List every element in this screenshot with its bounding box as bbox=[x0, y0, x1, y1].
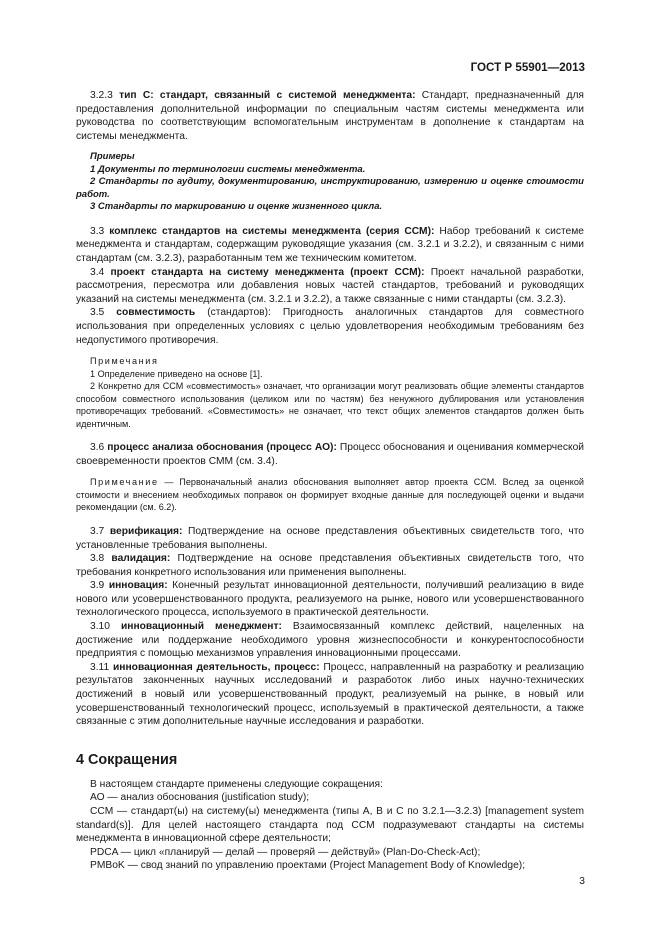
term-title: проект стандарта на систему менеджмента (проект ССМ): bbox=[110, 266, 425, 278]
term-definition: : Пригодность аналогичных стандартов для совместного использования при определенных условиях с целью удовлетворения необходимым требованиям без недопустимого противоречия. bbox=[76, 307, 585, 346]
page-number: 3 bbox=[579, 876, 585, 887]
section-title: 4 Сокращения bbox=[76, 751, 178, 768]
term-3-5 bbox=[76, 306, 584, 347]
note-3-6 bbox=[76, 476, 584, 514]
term-3-4 bbox=[76, 266, 584, 307]
example-item: 3 Стандарты по маркированию и оценке жизненного цикла. bbox=[90, 201, 383, 213]
term-definition: Стандарт, предназначенный для предоставления дополнительной информации по специальным частям системы менеджмента или руководства по соответствующим вспомогательным инструментам в дополнение к стандартам на системы менеджмента. bbox=[76, 90, 584, 142]
term-3-9 bbox=[76, 579, 584, 620]
term-3-7 bbox=[76, 525, 584, 552]
term-title: инновационная деятельность, процесс: bbox=[113, 661, 320, 673]
term-title: инновация: bbox=[108, 580, 168, 592]
term-title: инновационный менеджмент: bbox=[120, 621, 282, 633]
term-title: верификация: bbox=[109, 525, 183, 537]
term-number: 3.6 bbox=[90, 442, 105, 454]
examples-heading: Примеры bbox=[90, 151, 135, 163]
term-title: валидация: bbox=[111, 553, 171, 565]
term-number: 3.5 bbox=[90, 307, 105, 319]
abbreviation-item: АО — анализ обоснования (justification study); bbox=[90, 792, 310, 804]
term-number: 3.10 bbox=[90, 621, 110, 633]
example-item: 1 Документы по терминологии системы менеджмента. bbox=[90, 163, 366, 175]
term-number: 3.2.3 bbox=[90, 90, 113, 101]
term-definition: Набор требований к системе менеджмента и стандартам, содержащим руководящие указания (см. 3.2.1 и 3.2.2), и связанным с ними стандартам (см. 3.2.3), разработанным тем же техническим комитетом. bbox=[76, 225, 584, 265]
example-item: 2 Стандарты по аудиту, документированию, инструктированию, измерению и оценке стоимости работ. bbox=[76, 176, 584, 200]
term-number: 3.8 bbox=[90, 553, 105, 565]
term-3-3 bbox=[76, 225, 584, 266]
term-number: 3.9 bbox=[90, 580, 105, 592]
notes-block bbox=[76, 355, 584, 430]
term-definition: Проект начальной разработки, рассмотрения, пересмотра или добавления новых частей стандартов, требований и руководящих указаний на системы менеджмента (см. 3.2.1 и 3.2.2), а также связанные с ними стандарты (см. 3.2.3). bbox=[76, 266, 584, 305]
term-qualifier: (стандартов) bbox=[195, 307, 269, 319]
note-item: 1 Определение приведено на основе [1]. bbox=[90, 368, 263, 379]
term-3-2-3 bbox=[76, 89, 584, 143]
term-3-10 bbox=[76, 620, 584, 661]
note-text: — Первоначальный анализ обоснования выполняет автор проекта ССМ. Вслед за оценкой стоимости и внесением необходимых поправок он формирует входные данные для последующей оценки и выдачи рекомендации (см. 6.2). bbox=[76, 477, 584, 513]
term-number: 3.4 bbox=[90, 266, 105, 278]
term-definition: Конечный результат инновационной деятельности, получивший реализацию в виде нового или усовершенствованного продукта, реализуемого на рынке, нового или усовершенствованного технологического процесса, используемого в практической деятельности. bbox=[76, 580, 584, 619]
section-intro: В настоящем стандарте применены следующие сокращения: bbox=[90, 778, 383, 790]
term-number: 3.11 bbox=[90, 661, 110, 673]
standard-code: ГОСТ Р 55901—2013 bbox=[470, 61, 585, 74]
page-content bbox=[76, 89, 584, 873]
term-definition: Взаимосвязанный комплекс действий, нацеленных на достижение или поддержание необходимого уровня жизнеспособности и конкурентоспособности предприятия с помощью механизмов управления инновационными процессами. bbox=[76, 621, 584, 660]
term-3-8 bbox=[76, 552, 584, 579]
term-3-11 bbox=[76, 661, 584, 729]
term-title: комплекс стандартов на системы менеджмента (серия ССМ): bbox=[109, 225, 435, 237]
notes-heading: Примечания bbox=[90, 356, 159, 367]
term-number: 3.7 bbox=[90, 525, 105, 537]
term-number: 3.3 bbox=[90, 225, 105, 237]
term-definition: Процесс обоснования и оценивания коммерческой своевременности проектов СММ (см. 3.4). bbox=[76, 442, 584, 467]
term-definition: Подтверждение на основе представления объективных свидетельств того, что установленные требования выполнены. bbox=[76, 525, 584, 551]
abbreviation-item: PMBoK — свод знаний по управлению проектами (Project Management Body of Knowledge); bbox=[90, 860, 526, 872]
term-definition: Подтверждение на основе представления объективных свидетельств того, что требования конкретного использования или применения выполнены. bbox=[76, 553, 584, 578]
term-3-6 bbox=[76, 441, 584, 468]
note-heading: Примечание bbox=[90, 477, 159, 488]
term-definition: Процесс, направленный на разработку и реализацию результатов законченных научных исследований и разработок либо иных научно-технических достижений в новый или усовершенствованный продукт, реализуемый на рынке, в новый или усовершенствованный технологический процесс, используемый в практической деятельности, а также связанные с этим дополнительные научные исследования и разработки. bbox=[76, 661, 584, 728]
examples-block bbox=[76, 151, 584, 214]
abbreviation-item: PDCA — цикл «планируй — делай — проверяй — действуй» (Plan-Do-Check-Act); bbox=[90, 846, 481, 858]
note-item: 2 Конкретно для ССМ «совместимость» означает, что организации могут реализовать общие элементы стандартов способом совместного использования (целиком или по частям) без ненужного дублирования или установления противоречащих требований. «Совместимость» не означает, что текст общих элементов стандартов должен быть идентичным. bbox=[76, 381, 584, 429]
term-title: тип С: стандарт, связанный с системой менеджмента: bbox=[119, 90, 416, 101]
abbreviation-item: ССМ — стандарт(ы) на систему(ы) менеджмента (типы А, В и С по 3.2.1—3.2.3) [management system standard(s)]. Для целей настоящего стандарта под ССМ подразумевают стандарты на системы менеджмента в инновационной сфере деятельности; bbox=[76, 806, 584, 845]
term-title: совместимость bbox=[116, 307, 196, 319]
term-title: процесс анализа обоснования (процесс АО): bbox=[107, 442, 337, 454]
